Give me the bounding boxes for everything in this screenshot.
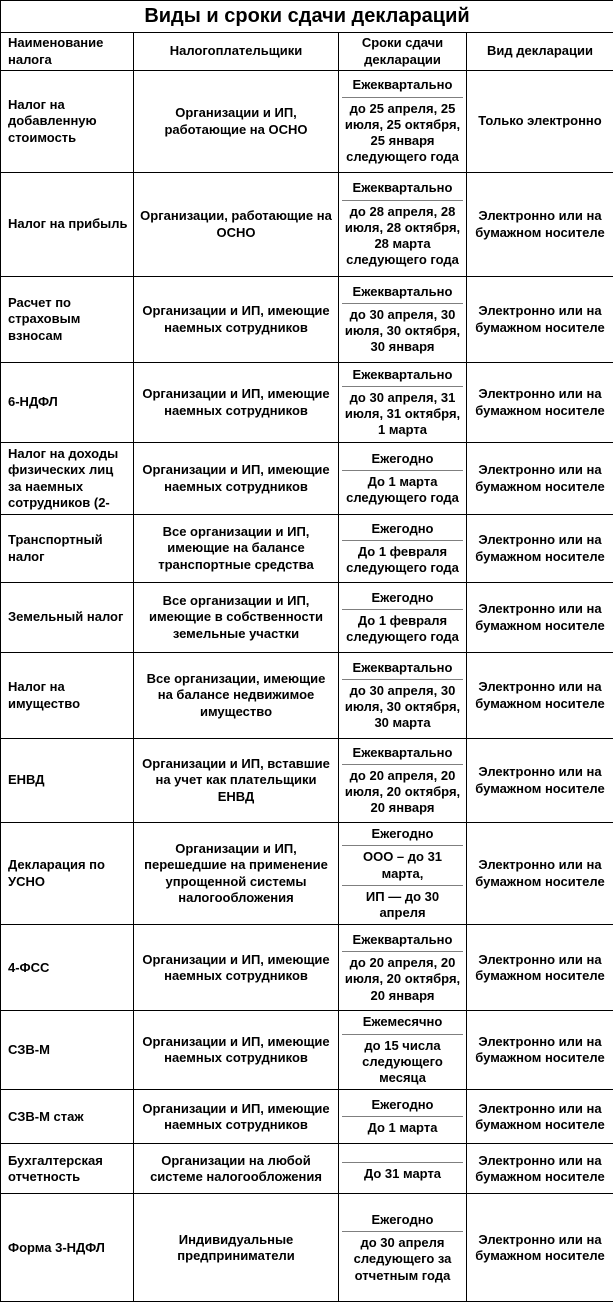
- tax-name-cell: Форма 3-НДФЛ: [1, 1194, 134, 1302]
- deadline-cell: [339, 1194, 467, 1302]
- deadline-frequency: [342, 1152, 463, 1162]
- deadline-dates: до 15 числа следующего месяца: [342, 1034, 463, 1090]
- declaration-type-cell: Электронно или на бумажном носителе: [467, 443, 613, 515]
- declaration-type-cell: Электронно или на бумажном носителе: [467, 823, 613, 925]
- tax-name-cell: Налог на имущество: [1, 653, 134, 739]
- deadline-stack: [339, 518, 466, 580]
- declaration-type-cell: Электронно или на бумажном носителе: [467, 653, 613, 739]
- deadline-dates: до 30 апреля следующего за отчетным года: [342, 1231, 463, 1287]
- taxpayers-cell: Организации и ИП, имеющие наемных сотрудников: [134, 363, 339, 443]
- table-row: [1, 1144, 613, 1194]
- deadline-stack: [339, 1209, 466, 1287]
- deadline-cell: [339, 925, 467, 1011]
- table-row: [1, 363, 613, 443]
- table-row: [1, 583, 613, 653]
- tax-name-cell: Налог на прибыль: [1, 173, 134, 277]
- taxpayers-cell: Организации и ИП, перешедшие на применение упрощенной системы налогообложения: [134, 823, 339, 925]
- deadline-stack: [339, 1094, 466, 1140]
- deadline-frequency: Ежеквартально: [342, 364, 463, 386]
- table-row: [1, 71, 613, 173]
- deadline-stack: [339, 74, 466, 168]
- deadline-dates: До 1 марта: [342, 1116, 463, 1139]
- taxpayers-cell: Все организации, имеющие на балансе недвижимое имущество: [134, 653, 339, 739]
- taxpayers-cell: Организации и ИП, имеющие наемных сотрудников: [134, 925, 339, 1011]
- deadline-dates: до 25 апреля, 25 июля, 25 октября, 25 января следующего года: [342, 97, 463, 169]
- deadline-dates: ИП — до 30 апреля: [342, 885, 463, 925]
- table-head: [1, 1, 613, 71]
- taxpayers-cell: Организации и ИП, вставшие на учет как плательщики ЕНВД: [134, 739, 339, 823]
- deadline-stack: [339, 742, 466, 820]
- tax-name-cell: СЗВ-М: [1, 1011, 134, 1090]
- deadline-dates: До 31 марта: [342, 1162, 463, 1185]
- taxpayers-cell: Индивидуальные предприниматели: [134, 1194, 339, 1302]
- taxpayers-cell: Все организации и ИП, имеющие в собственности земельные участки: [134, 583, 339, 653]
- deadline-frequency: Ежеквартально: [342, 657, 463, 679]
- deadline-cell: [339, 515, 467, 583]
- taxpayers-cell: Организации и ИП, имеющие наемных сотрудников: [134, 277, 339, 363]
- deadline-dates: до 30 апреля, 31 июля, 31 октября, 1 марта: [342, 386, 463, 442]
- deadline-frequency: Ежеквартально: [342, 929, 463, 951]
- tax-name-cell: Налог на доходы физических лиц за наемных сотрудников (2-: [1, 443, 134, 515]
- table-row: [1, 1011, 613, 1090]
- table-row: [1, 1090, 613, 1144]
- deadline-cell: [339, 71, 467, 173]
- declaration-type-cell: Электронно или на бумажном носителе: [467, 925, 613, 1011]
- declaration-type-cell: Электронно или на бумажном носителе: [467, 363, 613, 443]
- table-row: [1, 925, 613, 1011]
- column-header-deadline: Сроки сдачи декларации: [339, 33, 467, 71]
- table-row: [1, 173, 613, 277]
- table-row: [1, 653, 613, 739]
- header-row: [1, 33, 613, 71]
- table-row: [1, 443, 613, 515]
- tax-name-cell: 6-НДФЛ: [1, 363, 134, 443]
- deadline-frequency: Ежегодно: [342, 1209, 463, 1231]
- declaration-type-cell: Электронно или на бумажном носителе: [467, 1144, 613, 1194]
- tax-name-cell: 4-ФСС: [1, 925, 134, 1011]
- deadline-cell: [339, 583, 467, 653]
- deadline-cell: [339, 1011, 467, 1090]
- deadline-cell: [339, 363, 467, 443]
- deadline-frequency: Ежеквартально: [342, 74, 463, 96]
- deadline-frequency: Ежегодно: [342, 518, 463, 540]
- taxpayers-cell: Организации и ИП, имеющие наемных сотрудников: [134, 1090, 339, 1144]
- table-row: [1, 277, 613, 363]
- deadline-dates: до 20 апреля, 20 июля, 20 октября, 20 января: [342, 764, 463, 820]
- tax-name-cell: Декларация по УСНО: [1, 823, 134, 925]
- deadline-cell: [339, 653, 467, 739]
- declaration-type-cell: Электронно или на бумажном носителе: [467, 739, 613, 823]
- deadline-dates: до 30 апреля, 30 июля, 30 октября, 30 января: [342, 303, 463, 359]
- deadline-frequency: Ежемесячно: [342, 1011, 463, 1033]
- taxpayers-cell: Организации и ИП, работающие на ОСНО: [134, 71, 339, 173]
- deadline-stack: [339, 587, 466, 649]
- deadline-stack: [339, 448, 466, 510]
- title-row: [1, 1, 613, 33]
- deadline-stack: [339, 281, 466, 359]
- deadline-stack: [339, 929, 466, 1007]
- deadline-stack: [339, 364, 466, 442]
- table-title: Виды и сроки сдачи деклараций: [1, 1, 613, 33]
- deadline-frequency: Ежеквартально: [342, 742, 463, 764]
- deadline-stack: [339, 1011, 466, 1089]
- taxpayers-cell: Организации, работающие на ОСНО: [134, 173, 339, 277]
- declaration-type-cell: Электронно или на бумажном носителе: [467, 277, 613, 363]
- deadline-dates: ООО – до 31 марта,: [342, 845, 463, 885]
- tax-name-cell: ЕНВД: [1, 739, 134, 823]
- deadline-cell: [339, 173, 467, 277]
- deadline-frequency: Ежегодно: [342, 823, 463, 845]
- tax-name-cell: Налог на добавленную стоимость: [1, 71, 134, 173]
- deadline-cell: [339, 1144, 467, 1194]
- deadline-stack: [339, 823, 466, 924]
- tax-name-cell: Транспортный налог: [1, 515, 134, 583]
- declaration-type-cell: Электронно или на бумажном носителе: [467, 583, 613, 653]
- declaration-type-cell: Электронно или на бумажном носителе: [467, 1194, 613, 1302]
- table-body: [1, 71, 613, 1302]
- deadline-frequency: Ежегодно: [342, 587, 463, 609]
- table-row: [1, 1194, 613, 1302]
- taxpayers-cell: Организации на любой системе налогообложения: [134, 1144, 339, 1194]
- tax-name-cell: СЗВ-М стаж: [1, 1090, 134, 1144]
- deadline-cell: [339, 739, 467, 823]
- deadline-cell: [339, 823, 467, 925]
- declaration-type-cell: Только электронно: [467, 71, 613, 173]
- deadline-cell: [339, 1090, 467, 1144]
- column-header-taxpayers: Налогоплательщики: [134, 33, 339, 71]
- table-row: [1, 515, 613, 583]
- column-header-declaration-type: Вид декларации: [467, 33, 613, 71]
- declaration-type-cell: Электронно или на бумажном носителе: [467, 173, 613, 277]
- tax-name-cell: Земельный налог: [1, 583, 134, 653]
- deadline-stack: [339, 657, 466, 735]
- declaration-type-cell: Электронно или на бумажном носителе: [467, 515, 613, 583]
- deadline-dates: До 1 февраля следующего года: [342, 609, 463, 649]
- deadline-stack: [339, 1152, 466, 1185]
- deadline-dates: до 28 апреля, 28 июля, 28 октября, 28 марта следующего года: [342, 200, 463, 272]
- table-row: [1, 739, 613, 823]
- tax-name-cell: Бухгалтерская отчетность: [1, 1144, 134, 1194]
- deadline-frequency: Ежеквартально: [342, 281, 463, 303]
- deadline-cell: [339, 277, 467, 363]
- deadline-cell: [339, 443, 467, 515]
- deadline-stack: [339, 177, 466, 271]
- table-row: [1, 823, 613, 925]
- tax-name-cell: Расчет по страховым взносам: [1, 277, 134, 363]
- declaration-type-cell: Электронно или на бумажном носителе: [467, 1011, 613, 1090]
- deadline-dates: До 1 февраля следующего года: [342, 540, 463, 580]
- deadline-frequency: Ежеквартально: [342, 177, 463, 199]
- declaration-type-cell: Электронно или на бумажном носителе: [467, 1090, 613, 1144]
- taxpayers-cell: Организации и ИП, имеющие наемных сотрудников: [134, 1011, 339, 1090]
- deadline-frequency: Ежегодно: [342, 448, 463, 470]
- deadline-frequency: Ежегодно: [342, 1094, 463, 1116]
- deadline-dates: до 20 апреля, 20 июля, 20 октября, 20 января: [342, 951, 463, 1007]
- column-header-tax-name: Наименование налога: [1, 33, 134, 71]
- taxpayers-cell: Все организации и ИП, имеющие на балансе транспортные средства: [134, 515, 339, 583]
- taxpayers-cell: Организации и ИП, имеющие наемных сотрудников: [134, 443, 339, 515]
- deadline-dates: До 1 марта следующего года: [342, 470, 463, 510]
- deadline-dates: до 30 апреля, 30 июля, 30 октября, 30 марта: [342, 679, 463, 735]
